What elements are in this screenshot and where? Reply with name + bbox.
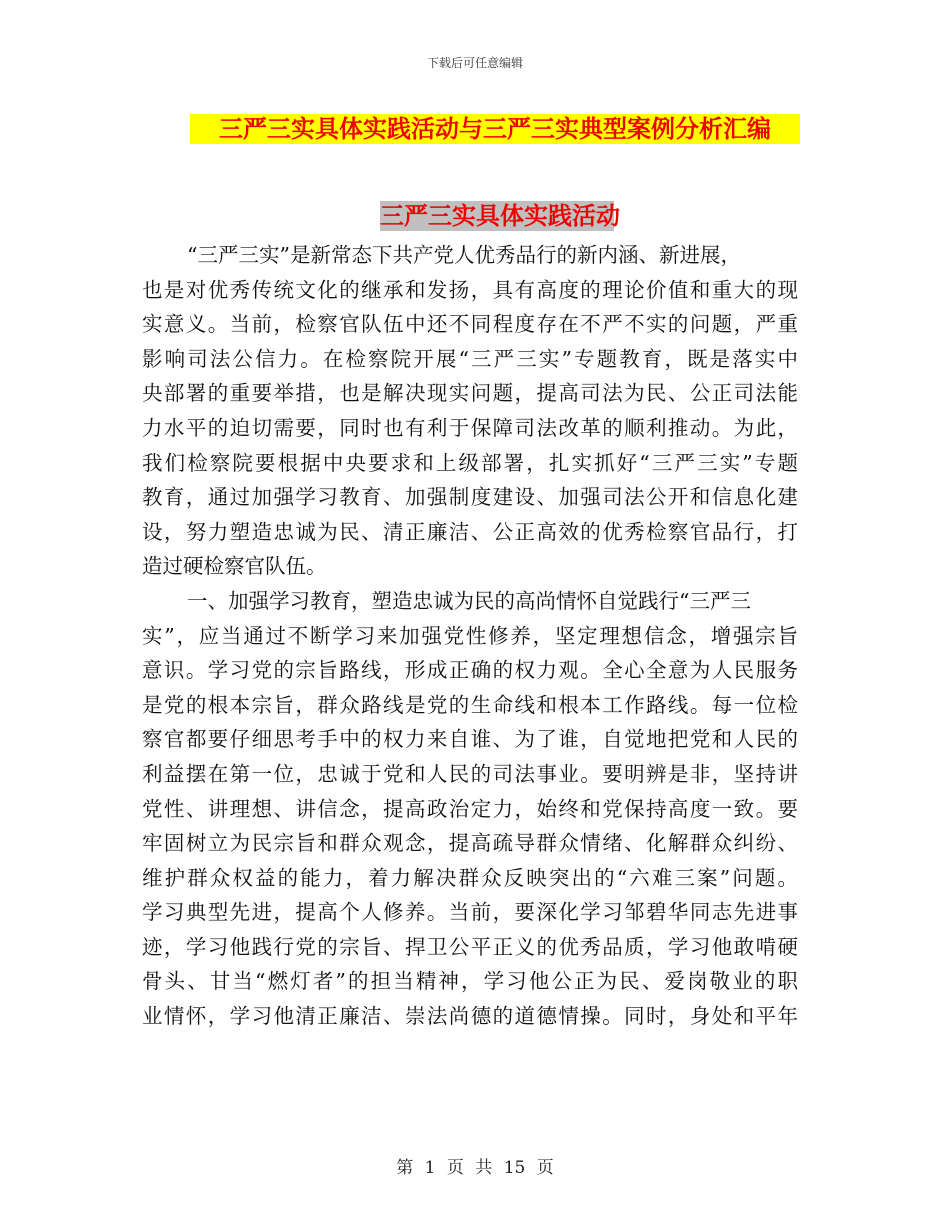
- page-header-note: 下载后可任意编辑: [426, 56, 523, 70]
- document-title: 三严三实具体实践活动与三严三实典型案例分析汇编: [190, 114, 800, 144]
- section-title: 三严三实具体实践活动: [380, 201, 620, 230]
- paragraph-line: 也是对优秀传统文化的继承和发扬，具有高度的理论价值和重大的现: [142, 277, 798, 302]
- paragraph-line: 是党的根本宗旨，群众路线是党的生命线和根本工作路线。每一位检: [142, 692, 798, 717]
- paragraph-line: 党性、讲理想、讲信念，提高政治定力，始终和党保持高度一致。要: [142, 796, 798, 821]
- paragraph-line: 设，努力塑造忠诚为民、清正廉洁、公正高效的优秀检察官品行，打: [142, 519, 798, 544]
- paragraph-line: 造过硬检察官队伍。: [142, 554, 327, 579]
- paragraph-line: 利益摆在第一位，忠诚于党和人民的司法事业。要明辨是非，坚持讲: [142, 761, 798, 786]
- paragraph-line: 教育，通过加强学习教育、加强制度建设、加强司法公开和信息化建: [142, 485, 798, 510]
- paragraph-line: 牢固树立为民宗旨和群众观念，提高疏导群众情绪、化解群众纠纷、: [142, 831, 798, 856]
- page-footer: 第 1 页 共 15 页: [396, 1158, 554, 1178]
- paragraph-line: 实”，应当通过不断学习来加强党性修养，坚定理想信念，增强宗旨: [142, 623, 798, 648]
- paragraph-line: 学习典型先进，提高个人修养。当前，要深化学习邹碧华同志先进事: [142, 900, 798, 925]
- paragraph-line: 实意义。当前，检察官队伍中还不同程度存在不严不实的问题，严重: [142, 312, 798, 337]
- paragraph-line: 察官都要仔细思考手中的权力来自谁、为了谁，自觉地把党和人民的: [142, 727, 798, 752]
- paragraph-line: “三严三实”是新常态下共产党人优秀品行的新内涵、新进展，: [187, 243, 741, 267]
- paragraph-line: 力水平的迫切需要，同时也有利于保障司法改革的顺利推动。为此，: [142, 415, 798, 440]
- paragraph-line: 迹，学习他践行党的宗旨、捍卫公平正义的优秀品质，学习他敢啃硬: [142, 934, 798, 959]
- paragraph-line: 业情怀，学习他清正廉洁、崇法尚德的道德情操。同时，身处和平年: [142, 1004, 798, 1029]
- paragraph-line: 维护群众权益的能力，着力解决群众反映突出的“六难三案”问题。: [142, 865, 798, 890]
- body-text: [142, 238, 798, 1034]
- paragraph-line: 骨头、甘当“燃灯者”的担当精神，学习他公正为民、爱岗敬业的职: [142, 969, 798, 994]
- paragraph-line: 意识。学习党的宗旨路线，形成正确的权力观。全心全意为人民服务: [142, 658, 798, 683]
- paragraph-line: 央部署的重要举措，也是解决现实问题，提高司法为民、公正司法能: [142, 381, 798, 406]
- paragraph-line: 我们检察院要根据中央要求和上级部署，扎实抓好“三严三实”专题: [142, 450, 798, 475]
- paragraph-line: 一、加强学习教育，塑造忠诚为民的高尚情怀自觉践行“三严三: [187, 588, 751, 613]
- paragraph-line: 影响司法公信力。在检察院开展“三严三实”专题教育，既是落实中: [142, 346, 798, 371]
